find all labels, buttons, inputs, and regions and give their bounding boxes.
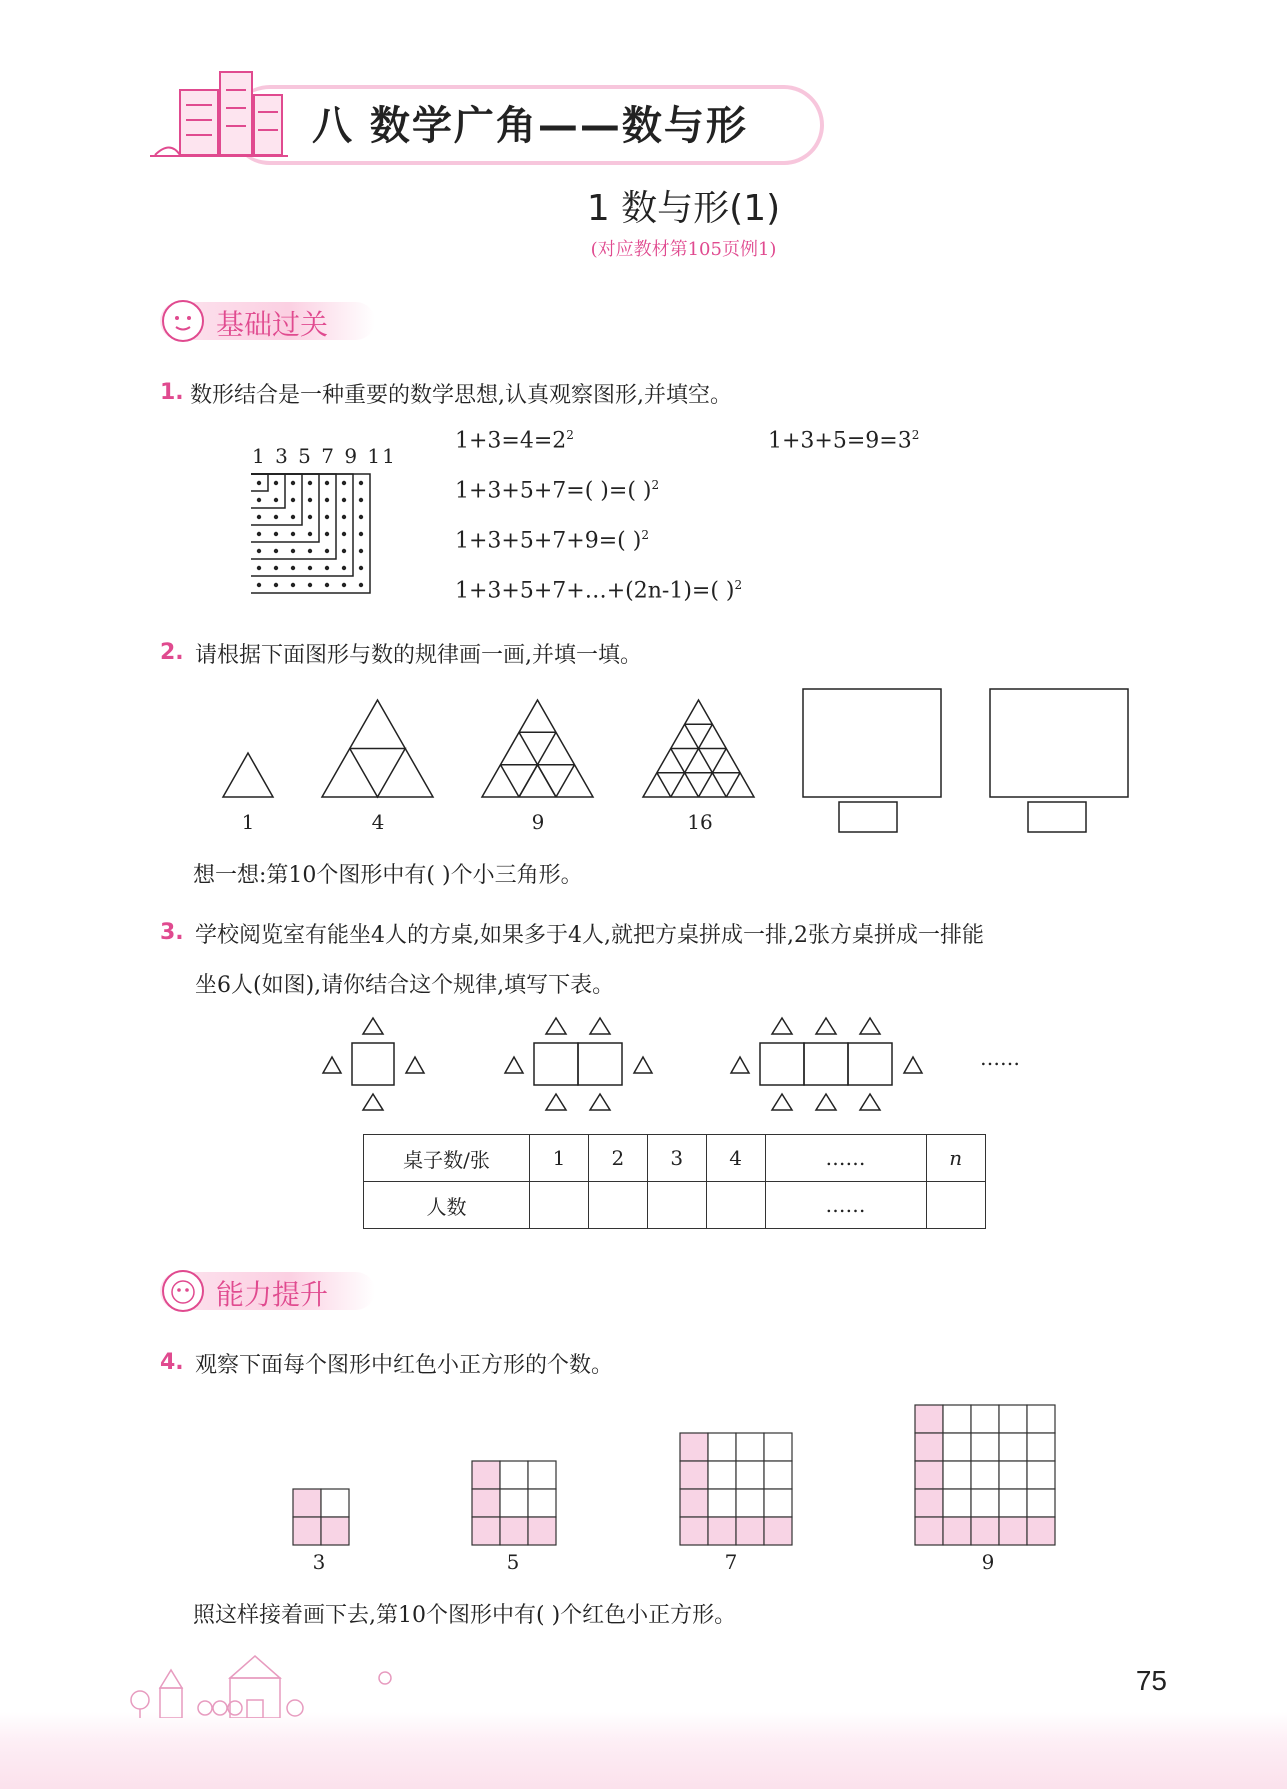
red-square [472, 1489, 500, 1517]
dot [342, 549, 346, 553]
dot [291, 583, 295, 587]
white-square [321, 1489, 349, 1517]
dot [359, 498, 363, 502]
white-square [708, 1489, 736, 1517]
red-square [293, 1517, 321, 1545]
white-square [736, 1489, 764, 1517]
page-number: 75 [1135, 1665, 1167, 1696]
q3-text-line1: 学校阅览室有能坐4人的方桌,如果多于4人,就把方桌拼成一排,2张方桌拼成一排能 [195, 923, 984, 948]
white-square [999, 1433, 1027, 1461]
white-square [971, 1489, 999, 1517]
dot [342, 515, 346, 519]
dot [291, 515, 295, 519]
table-answer-cell[interactable] [706, 1182, 765, 1229]
dot [342, 498, 346, 502]
white-square [943, 1489, 971, 1517]
section-basic-title: 基础过关 [216, 308, 329, 341]
triangle-caption-4: 16 [687, 810, 713, 834]
red-square [943, 1517, 971, 1545]
triangle-caption-2: 4 [371, 810, 385, 834]
white-square [1027, 1405, 1055, 1433]
white-square [708, 1461, 736, 1489]
q3-text-line2: 坐6人(如图),请你结合这个规律,填写下表。 [195, 973, 615, 998]
dot [291, 566, 295, 570]
dot [257, 532, 261, 536]
red-square [915, 1517, 943, 1545]
red-square [999, 1517, 1027, 1545]
table-answer-cell[interactable] [530, 1182, 589, 1229]
white-square [708, 1433, 736, 1461]
equation-3: 1+3+5+7=( )=( )$^2$ [455, 478, 660, 504]
red-square [293, 1489, 321, 1517]
tables-diagram [320, 1012, 940, 1112]
red-square [472, 1461, 500, 1489]
dot [274, 481, 278, 485]
dot [291, 532, 295, 536]
q2-text: 请根据下面图形与数的规律画一画,并填一填。 [195, 643, 642, 668]
red-square [915, 1433, 943, 1461]
red-square [708, 1517, 736, 1545]
dot [308, 481, 312, 485]
equation-1: $1+3=4=2^2$ [455, 428, 574, 454]
table-cell: …… [765, 1135, 926, 1182]
dot [257, 481, 261, 485]
dot [359, 566, 363, 570]
white-square [999, 1461, 1027, 1489]
white-square [1027, 1433, 1055, 1461]
white-square [971, 1433, 999, 1461]
red-square [528, 1517, 556, 1545]
q1-text: 数形结合是一种重要的数学思想,认真观察图形,并填空。 [190, 383, 732, 408]
red-square [971, 1517, 999, 1545]
dot [308, 583, 312, 587]
white-square [764, 1489, 792, 1517]
white-square [1027, 1461, 1055, 1489]
dot [274, 498, 278, 502]
dot-column-labels: 1 3 5 7 9 11 [252, 444, 397, 468]
dot [359, 481, 363, 485]
dot [274, 583, 278, 587]
table-cell: …… [765, 1182, 926, 1229]
dot [359, 549, 363, 553]
white-square [736, 1433, 764, 1461]
triangle-caption-3: 9 [531, 810, 545, 834]
dot [257, 549, 261, 553]
white-square [971, 1461, 999, 1489]
white-square [971, 1405, 999, 1433]
white-square [528, 1489, 556, 1517]
red-square [764, 1517, 792, 1545]
table-cell: 4 [706, 1135, 765, 1182]
triangle-caption-1: 1 [241, 810, 255, 834]
table-answer-cell[interactable] [926, 1182, 986, 1229]
table-header-tables: 桌子数/张 [364, 1135, 530, 1182]
grid-caption-4: 9 [981, 1550, 995, 1574]
dot [325, 515, 329, 519]
red-square [736, 1517, 764, 1545]
red-square [915, 1405, 943, 1433]
white-square [943, 1405, 971, 1433]
white-square [764, 1461, 792, 1489]
dot [308, 515, 312, 519]
lesson-reference: (对应教材第105页例1) [590, 239, 777, 260]
dot [359, 532, 363, 536]
dot [257, 515, 261, 519]
dot [291, 481, 295, 485]
q3-number: 3. [160, 920, 184, 945]
dot [325, 481, 329, 485]
equation-5: 1+3+5+7+…+(2n-1)=( )$^2$ [455, 578, 743, 604]
dot [325, 583, 329, 587]
red-square [680, 1433, 708, 1461]
dot [325, 549, 329, 553]
red-square [500, 1517, 528, 1545]
dot [308, 566, 312, 570]
red-square [915, 1461, 943, 1489]
footer-band [0, 1712, 1287, 1789]
table-cell: 2 [588, 1135, 647, 1182]
red-square [321, 1517, 349, 1545]
equation-2: $1+3+5=9=3^2$ [768, 428, 920, 454]
table-answer-cell[interactable] [588, 1182, 647, 1229]
lesson-title: 1 数与形(1) [586, 188, 781, 229]
student-icon [160, 298, 206, 344]
red-square [680, 1489, 708, 1517]
grid-caption-2: 5 [506, 1550, 520, 1574]
dot [257, 583, 261, 587]
white-square [528, 1461, 556, 1489]
equation-4: 1+3+5+7+9=( )$^2$ [455, 528, 649, 554]
dot [274, 549, 278, 553]
footer-town-illustration [125, 1648, 425, 1718]
q2-number: 2. [160, 640, 184, 665]
table-header-people: 人数 [364, 1182, 530, 1229]
white-square [943, 1461, 971, 1489]
white-square [1027, 1489, 1055, 1517]
dot [359, 515, 363, 519]
white-square [500, 1489, 528, 1517]
white-square [999, 1405, 1027, 1433]
q3-table [363, 1134, 986, 1229]
table-cell: n [926, 1135, 986, 1182]
q4-number: 4. [160, 1350, 184, 1375]
dot [291, 498, 295, 502]
white-square [736, 1461, 764, 1489]
tables-ellipsis: …… [980, 1046, 1020, 1070]
q4-follow: 照这样接着画下去,第10个图形中有( )个红色小正方形。 [193, 1603, 737, 1628]
dot [342, 532, 346, 536]
dot [257, 498, 261, 502]
lion-icon [160, 1268, 206, 1314]
white-square [500, 1461, 528, 1489]
grid-caption-3: 7 [724, 1550, 738, 1574]
red-square-grids [290, 1395, 1070, 1547]
white-square [764, 1433, 792, 1461]
dot [325, 566, 329, 570]
table-answer-cell[interactable] [647, 1182, 706, 1229]
white-square [999, 1489, 1027, 1517]
dot [291, 549, 295, 553]
dot [274, 515, 278, 519]
q1-number: 1. [160, 380, 184, 405]
dot [308, 498, 312, 502]
dot [325, 532, 329, 536]
dot [274, 532, 278, 536]
q2-think: 想一想:第10个图形中有( )个小三角形。 [193, 863, 583, 888]
q4-text: 观察下面每个图形中红色小正方形的个数。 [195, 1353, 614, 1378]
red-square [1027, 1517, 1055, 1545]
building-illustration [150, 60, 290, 165]
dot [308, 532, 312, 536]
dot [359, 583, 363, 587]
dot [257, 566, 261, 570]
section-advanced-title: 能力提升 [216, 1278, 329, 1311]
dot [342, 481, 346, 485]
white-square [943, 1433, 971, 1461]
red-square [915, 1489, 943, 1517]
red-square [472, 1517, 500, 1545]
table-cell: 1 [530, 1135, 589, 1182]
dot [308, 549, 312, 553]
table-row [364, 1182, 986, 1229]
dot [342, 566, 346, 570]
table-cell: 3 [647, 1135, 706, 1182]
dot [325, 498, 329, 502]
dot [342, 583, 346, 587]
odd-number-dot-diagram [246, 466, 376, 598]
dot [274, 566, 278, 570]
table-row [364, 1135, 986, 1182]
red-square [680, 1461, 708, 1489]
red-square [680, 1517, 708, 1545]
chapter-title: 八 数学广角——数与形 [312, 103, 748, 149]
grid-caption-1: 3 [312, 1550, 326, 1574]
